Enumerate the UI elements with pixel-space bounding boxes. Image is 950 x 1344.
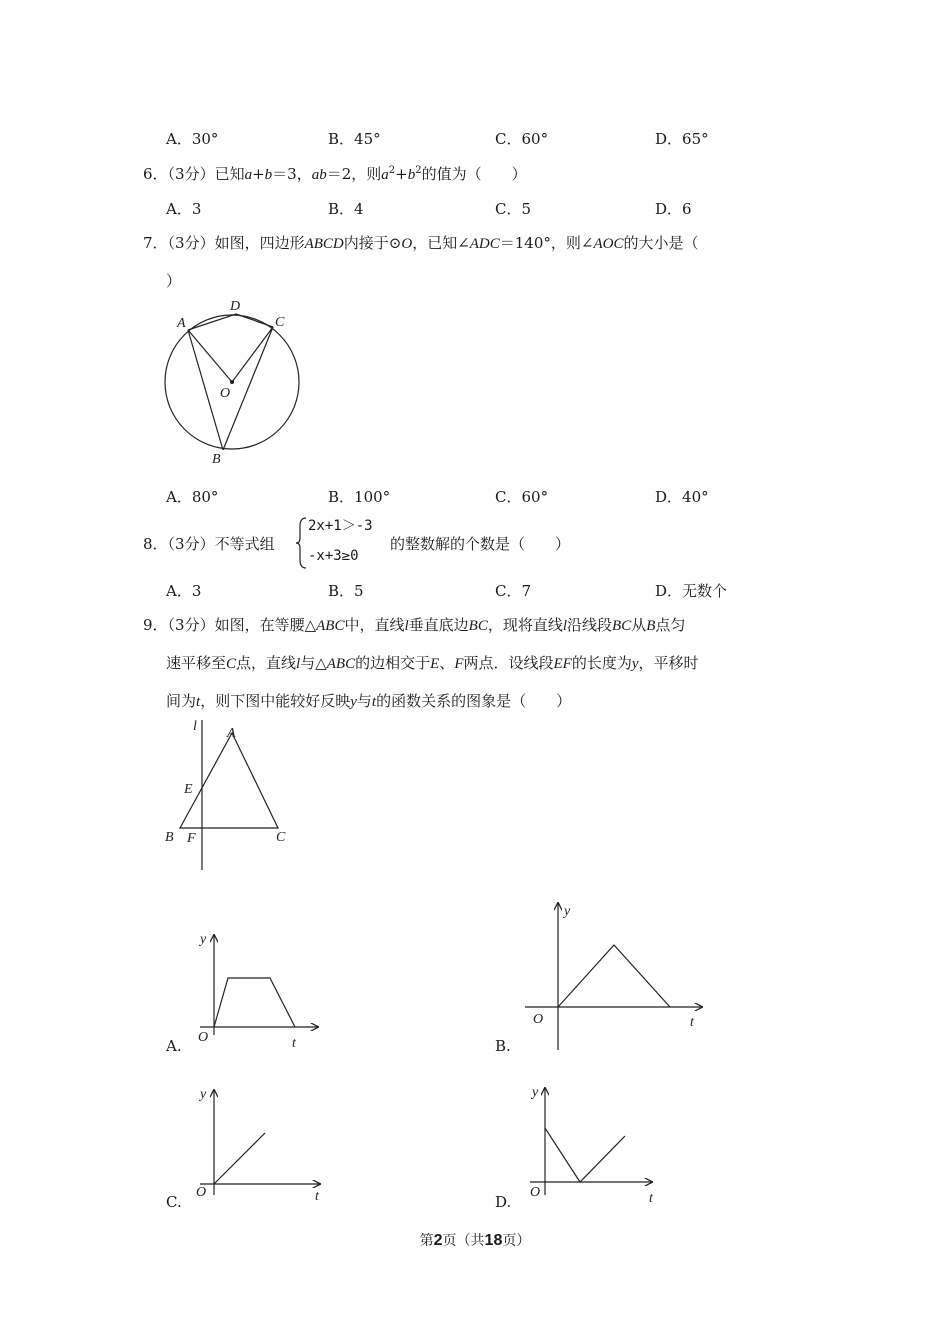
label-l: l xyxy=(193,719,197,734)
label-o: O xyxy=(530,1185,541,1200)
label-c: C xyxy=(276,830,286,845)
graph-line xyxy=(214,978,295,1027)
q7-circle-figure xyxy=(150,290,320,470)
q9-option-d-label: D. xyxy=(495,1193,512,1211)
label-o: O xyxy=(198,1030,209,1045)
page-footer: 第2页（共18页） xyxy=(419,1232,531,1249)
q8-stem-post: 的整数解的个数是（ ） xyxy=(390,535,571,553)
q6-option-d: D．6 xyxy=(655,200,692,218)
q5-option-c: C．60° xyxy=(495,130,549,148)
q6-option-b: B．4 xyxy=(328,200,364,218)
segment-co xyxy=(232,327,273,382)
q8-option-b: B．5 xyxy=(328,582,364,600)
segment-ao xyxy=(188,330,232,382)
label-b: B xyxy=(212,452,221,467)
q7-option-d: D．40° xyxy=(655,488,709,506)
graph-line xyxy=(545,1128,625,1182)
page-number: 2 xyxy=(433,1232,443,1249)
segment-cb xyxy=(223,327,273,450)
q9-graph-a xyxy=(190,925,325,1055)
page-total: 18 xyxy=(484,1232,503,1249)
label-t: t xyxy=(292,1036,296,1051)
q5-option-b: B．45° xyxy=(328,130,381,148)
q8-option-d: D．无数个 xyxy=(655,582,728,600)
label-t: t xyxy=(649,1191,653,1206)
q9-option-b-label: B. xyxy=(495,1037,511,1055)
label-o: O xyxy=(533,1012,544,1027)
label-d: D xyxy=(230,299,241,314)
label-a: A xyxy=(177,316,186,331)
q7-option-c: C．60° xyxy=(495,488,549,506)
graph-line xyxy=(214,1133,265,1184)
q6-option-c: C．5 xyxy=(495,200,532,218)
q9-option-c-label: C. xyxy=(166,1193,182,1211)
label-o: O xyxy=(196,1185,207,1200)
q8-option-c: C．7 xyxy=(495,582,532,600)
q9-option-a-label: A. xyxy=(166,1037,182,1055)
label-f: F xyxy=(187,831,196,846)
q8-option-a: A．3 xyxy=(166,582,202,600)
q8-stem-pre: 8．（3分）不等式组 xyxy=(143,535,275,553)
center-dot xyxy=(230,380,234,384)
label-y: y xyxy=(564,904,571,919)
q8-inequality-2: -x+3≥0 xyxy=(308,548,359,564)
label-y: y xyxy=(532,1085,539,1100)
q9-triangle-figure xyxy=(160,715,300,875)
q9-graph-d xyxy=(520,1080,665,1210)
q7-option-a: A．80° xyxy=(166,488,219,506)
label-y: y xyxy=(200,1087,207,1102)
q8-inequality-1: 2x+1＞-3 xyxy=(308,518,373,534)
segment-ab xyxy=(188,330,223,450)
label-t: t xyxy=(690,1015,694,1030)
q6-option-a: A．3 xyxy=(166,200,202,218)
label-e: E xyxy=(184,782,193,797)
q5-option-a: A．30° xyxy=(166,130,219,148)
quadrilateral-adc xyxy=(188,314,273,330)
q7-option-b: B．100° xyxy=(328,488,391,506)
label-o: O xyxy=(220,386,231,401)
q9-graph-c xyxy=(190,1080,330,1210)
label-a: A xyxy=(227,726,236,741)
q9-stem-line2: 速平移至C点，直线l与△ABC的边相交于E、F两点．设线段EF的长度为y，平移时 xyxy=(166,654,699,672)
q6-stem: 6．（3分）已知a+b＝3，ab＝2，则$a^2+b^2$的值为（ ） xyxy=(143,165,527,183)
q9-stem-line3: 间为t，则下图中能较好反映y与t的函数关系的图象是（ ） xyxy=(166,692,572,710)
q7-stem-line1: 7．（3分）如图，四边形ABCD内接于⊙O，已知∠ADC＝140°，则∠AOC的大小是（ xyxy=(143,234,699,252)
label-c: C xyxy=(275,315,285,330)
label-t: t xyxy=(315,1189,319,1204)
triangle-abc xyxy=(180,733,278,828)
label-b: B xyxy=(165,830,174,845)
q8-brace xyxy=(296,516,308,570)
label-y: y xyxy=(200,932,207,947)
q5-option-d: D．65° xyxy=(655,130,709,148)
q9-graph-b xyxy=(520,895,710,1055)
q7-stem-line2: ） xyxy=(166,272,182,290)
q9-stem-line1: 9．（3分）如图，在等腰△ABC中，直线l垂直底边BC，现将直线l沿线段BC从B点匀 xyxy=(143,616,686,634)
graph-line xyxy=(558,945,670,1007)
